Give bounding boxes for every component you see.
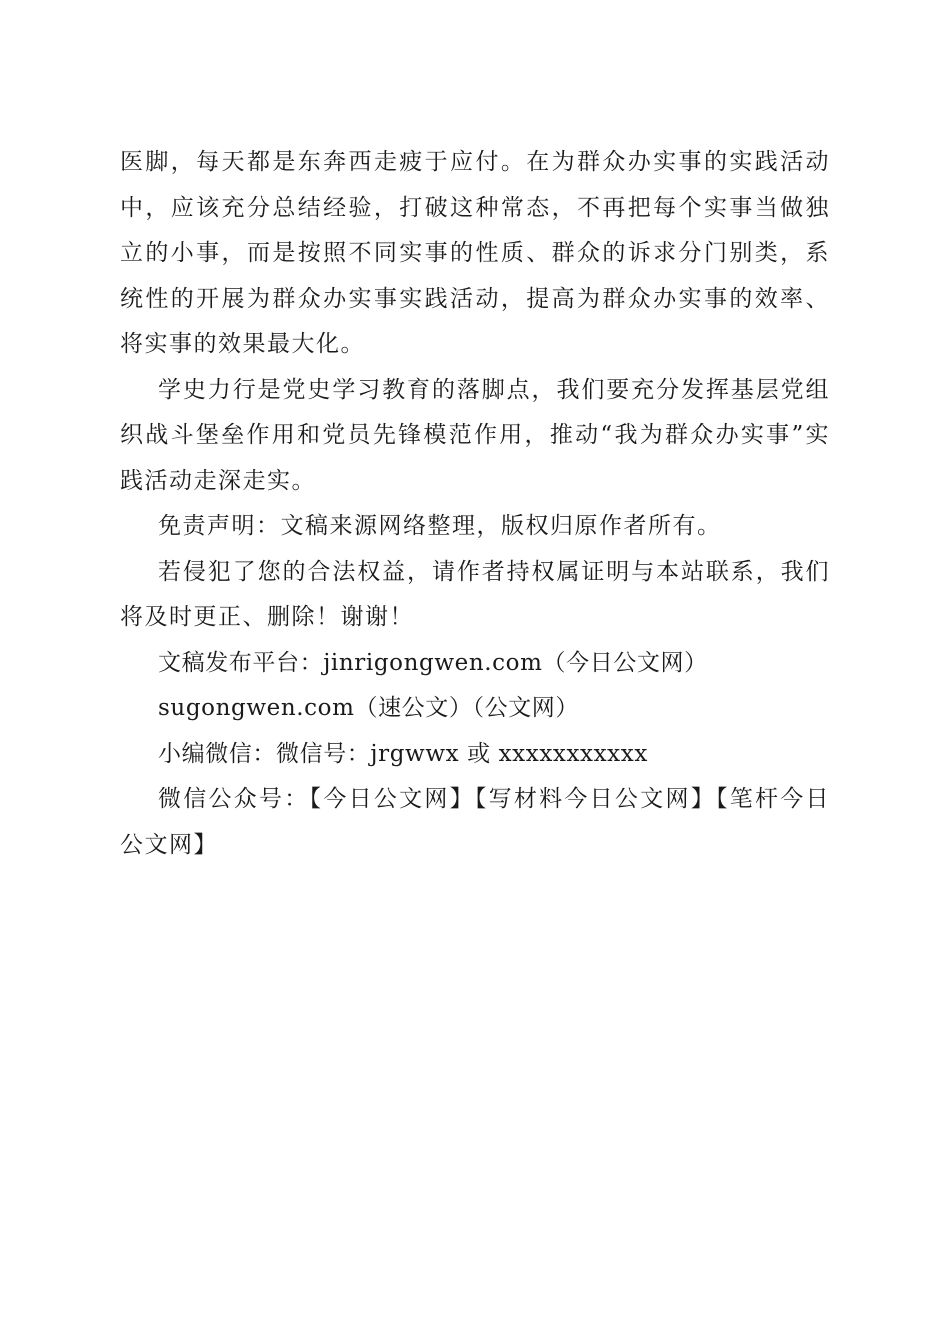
body-paragraph-1: 医脚，每天都是东奔西走疲于应付。在为群众办实事的实践活动中，应该充分总结经验，打破这种常态，不再把每个实事当做独立的小事，而是按照不同实事的性质、群众的诉求分门别类，系统性的开展为群众办实事实践活动，提高为群众办实事的效率、将实事的效果最大化。 — [120, 149, 830, 357]
document-body — [120, 140, 830, 868]
copyright-notice: 若侵犯了您的合法权益，请作者持权属证明与本站联系，我们将及时更正、删除！谢谢！ — [120, 558, 830, 630]
wechat-accounts: 微信公众号：【今日公文网】【写材料今日公文网】【笔杆今日公文网】 — [120, 786, 830, 858]
publish-platform: 文稿发布平台：jinrigongwen.com（今日公文网） — [158, 649, 708, 676]
body-paragraph-2: 学史力行是党史学习教育的落脚点，我们要充分发挥基层党组织战斗堡垒作用和党员先锋模范作用，推动“我为群众办实事”实践活动走深走实。 — [120, 376, 830, 494]
editor-wechat: 小编微信：微信号：jrgwwx 或 xxxxxxxxxxx — [158, 740, 648, 767]
disclaimer-line: 免责声明：文稿来源网络整理，版权归原作者所有。 — [158, 513, 722, 539]
related-sites: sugongwen.com（速公文）（公文网） — [158, 695, 579, 721]
